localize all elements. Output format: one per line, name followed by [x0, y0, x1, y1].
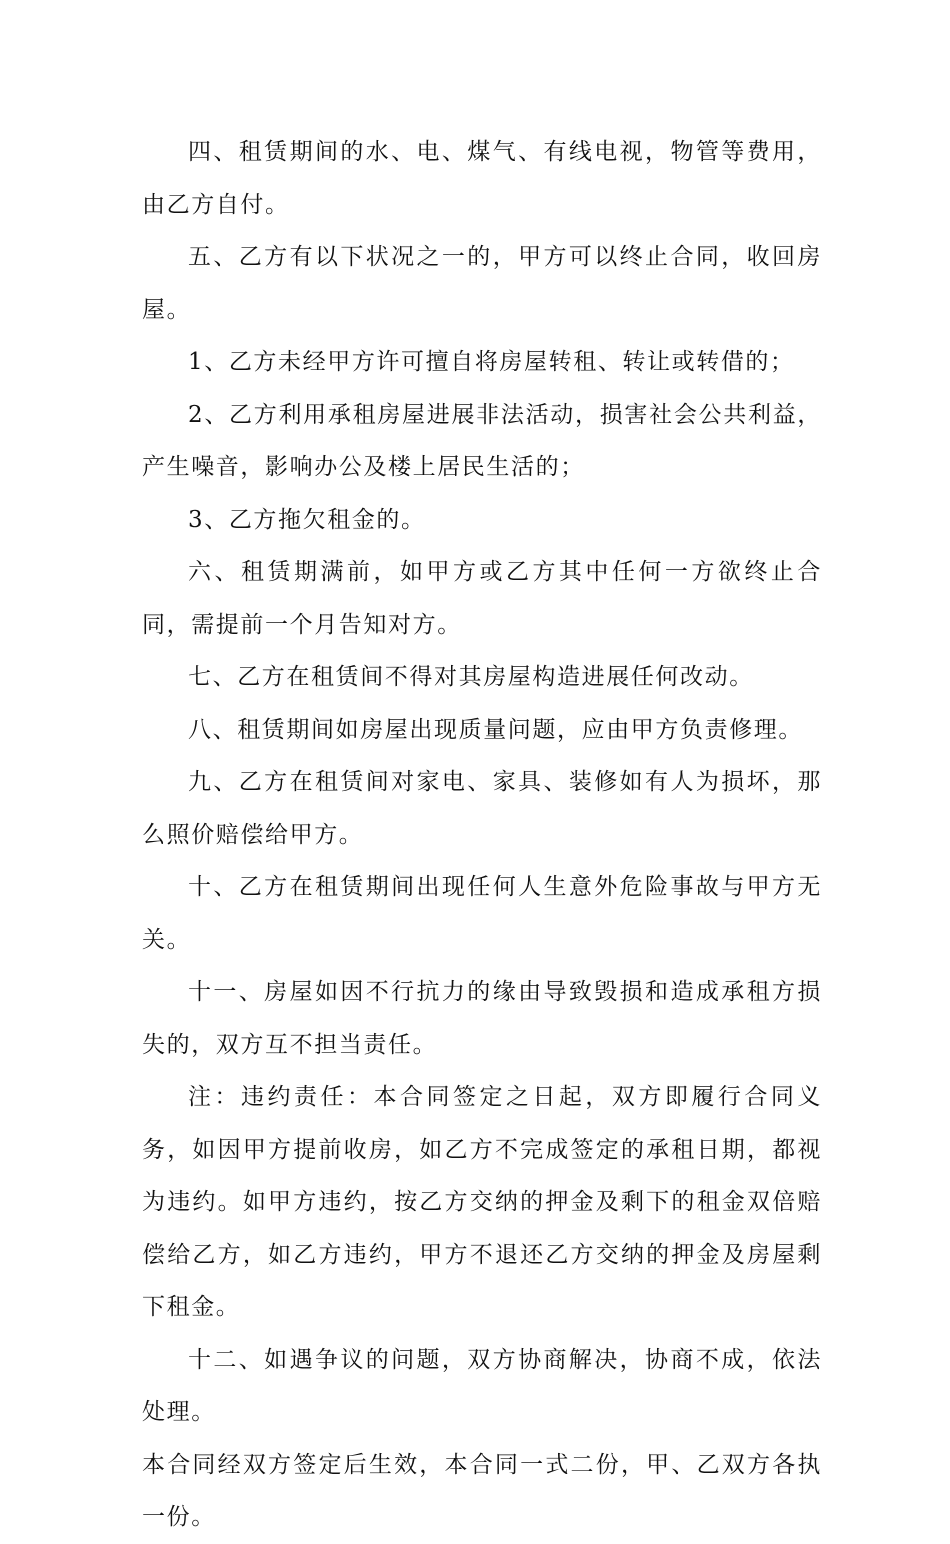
clause-5-termination: 五、乙方有以下状况之一的，甲方可以终止合同，收回房屋。	[142, 244, 822, 323]
clause-11-force-majeure: 十一、房屋如因不行抗力的缘由导致毁损和造成承租方损失的，双方互不担当责任。	[142, 979, 822, 1058]
clause-10-accidents: 十、乙方在租赁期间出现任何人生意外危险事故与甲方无关。	[142, 874, 822, 953]
clause-9-damage: 九、乙方在租赁间对家电、家具、装修如有人为损坏，那么照价赔偿给甲方。	[142, 769, 822, 848]
note-breach-liability: 注：违约责任：本合同签定之日起，双方即履行合同义务，如因甲方提前收房，如乙方不完成签定的承租日期，都视为违约。如甲方违约，按乙方交纳的押金及剩下的租金双倍赔偿给乙方，如乙方违约，甲方不退还乙方交纳的押金及房屋剩下租金。	[142, 1084, 822, 1320]
clause-8-repairs: 八、租赁期间如房屋出现质量问题，应由甲方负责修理。	[188, 716, 803, 743]
clause-4-utilities: 四、租赁期间的水、电、煤气、有线电视，物管等费用，由乙方自付。	[142, 139, 822, 218]
clause-6-notice: 六、租赁期满前，如甲方或乙方其中任何一方欲终止合同，需提前一个月告知对方。	[142, 559, 822, 638]
contract-effect-statement: 本合同经双方签定后生效，本合同一式二份，甲、乙双方各执一份。	[142, 1451, 822, 1530]
clause-5-item-1: 1、乙方未经甲方许可擅自将房屋转租、转让或转借的；	[188, 349, 795, 375]
clause-5-item-2: 2、乙方利用承租房屋进展非法活动，损害社会公共利益，产生噪音，影响办公及楼上居民生活的；	[142, 401, 822, 480]
document-body	[142, 126, 822, 1544]
clause-12-disputes: 十二、如遇争议的问题，双方协商解决，协商不成，依法处理。	[142, 1346, 822, 1425]
clause-7-alterations: 七、乙方在租赁间不得对其房屋构造进展任何改动。	[188, 664, 754, 690]
clause-5-item-3: 3、乙方拖欠租金的。	[188, 506, 426, 533]
